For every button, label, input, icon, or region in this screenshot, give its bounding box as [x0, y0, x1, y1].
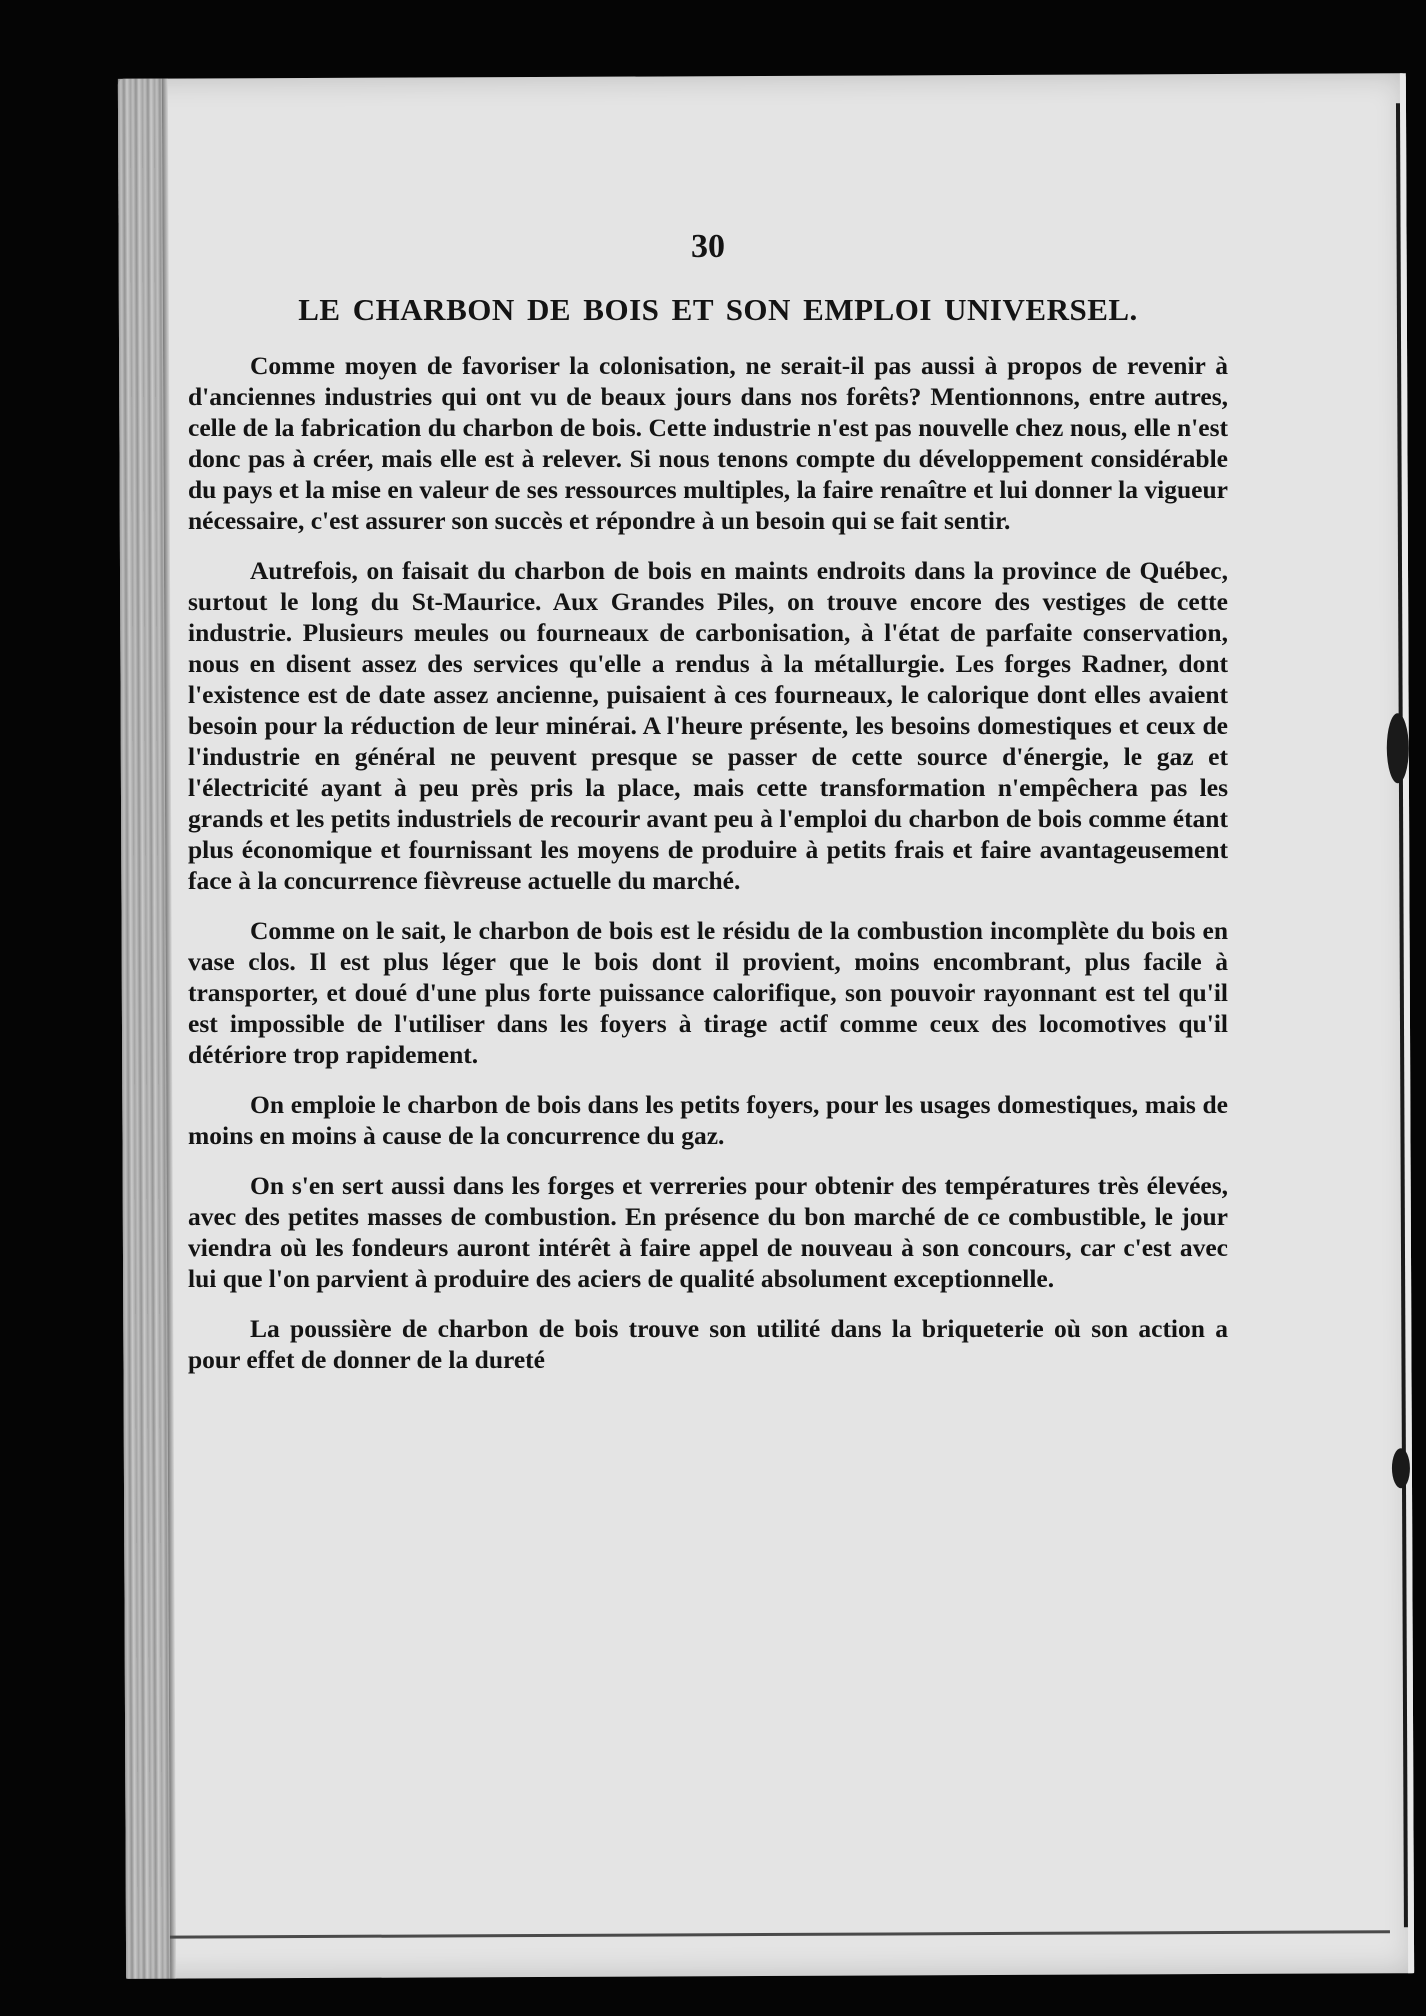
page-number: 30 — [691, 228, 725, 265]
paragraph-2: Autrefois, on faisait du charbon de bois en maints endroits dans la province de Québec, surtout le long du St-Maurice. Aux Grandes Piles, on trouve encore des vestiges de cette industrie. Plusieurs meules ou fourneaux de carbonisation, à l'état de parfaite conservation, nous en disent assez des services qu'elle a rendus à la métallurgie. Les forges Radner, dont l'existence est de date assez ancienne, puisaient à ces fourneaux, le calorique dont elles avaient besoin pour la réduction de leur minérai. A l'heure présente, les besoins domestiques et ceux de l'industrie en général ne peuvent presque se passer de cette source d'énergie, le gaz et l'électricité ayant à peu près pris la place, mais cette transformation n'empêchera pas les grands et les petits industriels de recourir avant peu à l'emploi du charbon de bois comme étant plus économique et fournissant les moyens de produire à petits frais et faire avantageusement face à la concurrence fièvreuse actuelle du marché. — [188, 556, 1228, 895]
paragraph-1: Comme moyen de favoriser la colonisation, ne serait-il pas aussi à propos de revenir à d'anciennes industries qui ont vu de beaux jours dans nos forêts? Mentionnons, entre autres, celle de la fabrication du charbon de bois. Cette industrie n'est pas nouvelle chez nous, elle n'est donc pas à créer, mais elle est à relever. Si nous tenons compte du développement considérable du pays et la mise en valeur de ses ressources multiples, la faire renaître et lui donner la vigueur nécessaire, c'est assurer son succès et répondre à un besoin qui se fait sentir. — [188, 351, 1228, 535]
paragraph-5: On s'en sert aussi dans les forges et verreries pour obtenir des températures très élevées, avec des petites masses de combustion. En présence du bon marché de ce combustible, le jour viendra où les fondeurs auront intérêt à faire appel de nouveau à son concours, car c'est avec lui que l'on parvient à produire des aciers de qualité absolument exceptionnelle. — [188, 1171, 1228, 1293]
paragraph-3: Comme on le sait, le charbon de bois est le résidu de la combustion incomplète du bois en vase clos. Il est plus léger que le bois dont il provient, moins encombrant, plus facile à transporter, et doué d'une plus forte puissance calorifique, son pouvoir rayonnant est tel qu'il est impossible de l'utiliser dans les foyers à tirage actif comme ceux des locomotives qu'il détériore trop rapidement. — [188, 916, 1228, 1069]
ink-blot — [1392, 1448, 1410, 1488]
paragraph-6: La poussière de charbon de bois trouve son utilité dans la briqueterie où son action a pour effet de donner de la dureté — [188, 1314, 1228, 1374]
page-content — [188, 150, 1228, 1394]
paragraph-4: On emploie le charbon de bois dans les petits foyers, pour les usages domestiques, mais de moins en moins à cause de la concurrence du gaz. — [188, 1090, 1228, 1150]
article-title: LE CHARBON DE BOIS ET SON EMPLOI UNIVERSEL. — [298, 292, 1138, 327]
page-bottom-edge — [170, 1930, 1390, 1938]
ink-blot — [1387, 713, 1409, 783]
